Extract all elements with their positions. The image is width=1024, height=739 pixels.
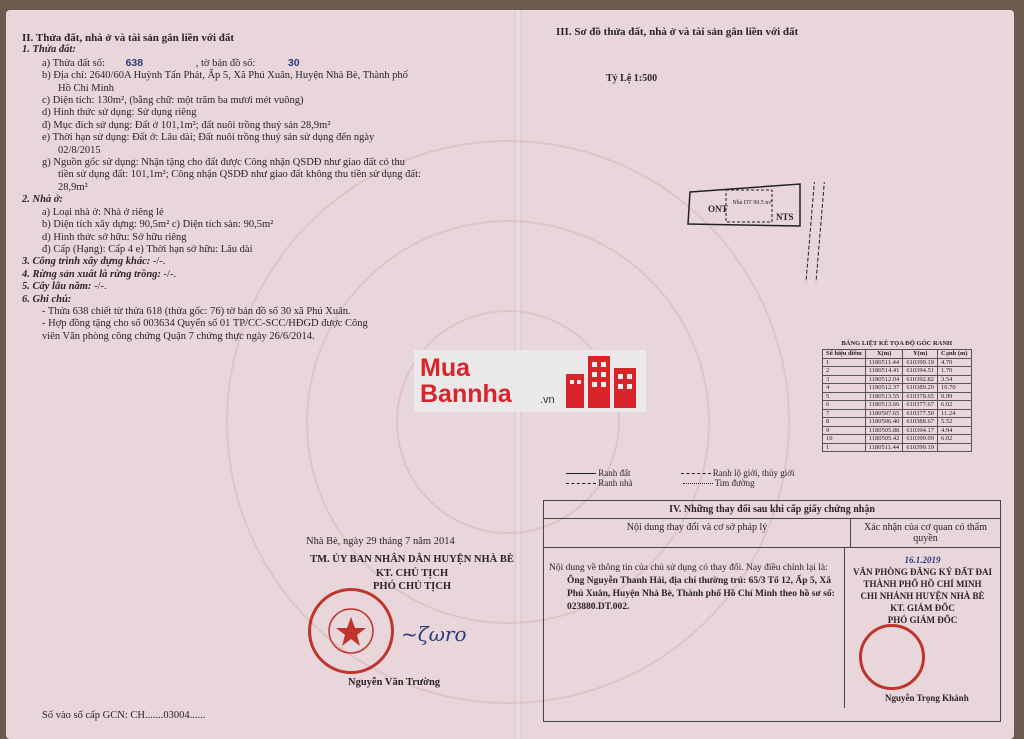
table-cell: 610399.19 [903, 358, 938, 367]
changes-columns [544, 519, 1000, 548]
table-cell: 610392.82 [903, 375, 938, 384]
table-header: Y(m) [903, 350, 938, 359]
legend-item: Tim đường [683, 478, 755, 488]
table-cell: 1 [823, 443, 866, 452]
change-text-2: Ông Nguyễn Thanh Hải, địa chỉ thường trú: 65/3 Tổ 12, Ấp 5, Xã Phú Xuân, Huyện Nhà Bè, Thành phố Hồ Chí Minh theo hồ sơ số: 023880.DT.002. [567, 576, 835, 612]
table-row [823, 401, 972, 410]
map-legend [566, 468, 795, 488]
table-row [823, 443, 972, 452]
table-row [823, 384, 972, 393]
table-cell: 1180513.55 [865, 392, 903, 401]
table-cell: 7 [823, 409, 866, 418]
parcel-plan [684, 182, 844, 307]
table-cell: 3 [823, 375, 866, 384]
table-cell: 610377.50 [903, 409, 938, 418]
signature-left: ~ζωro [401, 622, 467, 646]
table-cell: 2 [823, 367, 866, 376]
change-text-1: Nội dung về thông tin của chủ sử dụng có thay đổi. Nay điều chỉnh lại là: [549, 563, 828, 573]
table-row [823, 367, 972, 376]
table-cell: 4.70 [938, 358, 972, 367]
table-cell: 1180506.40 [865, 418, 903, 427]
section-ii-title: II. Thửa đất, nhà ở và tài sản gắn liền với đất [22, 32, 235, 44]
legend-row-2 [566, 478, 795, 488]
changes-col-2: Xác nhận của cơ quan có thẩm quyền [863, 522, 987, 544]
table-cell: 1 [823, 358, 866, 367]
change-content [544, 548, 845, 708]
use-purpose-line: đ) Mục đích sử dụng: Đất ở 101,1m²; đất nuôi trồng thuỷ sản 28,9m² [42, 119, 331, 131]
left-page [22, 32, 507, 343]
table-cell: 0.99 [938, 392, 972, 401]
coordinate-table [822, 340, 972, 452]
issue-date: Nhà Bè, ngày 29 tháng 7 năm 2014 [306, 536, 455, 547]
table-cell: 6.02 [938, 435, 972, 444]
house-grade-line: đ) Cấp (Hạng): Cấp 4 e) Thời hạn sở hữu: Lâu dài [42, 243, 253, 255]
brand-text-2: Bannha [420, 380, 512, 408]
table-cell: 610399.09 [903, 435, 938, 444]
office-line-1: VĂN PHÒNG ĐĂNG KÝ ĐẤT ĐAI [852, 567, 993, 577]
signer-org: TM. ỦY BAN NHÂN DÂN HUYỆN NHÀ BÈ [310, 554, 514, 565]
signer-role-1: KT. CHỦ TỊCH [375, 568, 449, 579]
change-date: 16.1.2019 [904, 555, 941, 565]
table-row [823, 358, 972, 367]
table-cell: 1180511.44 [865, 443, 903, 452]
table-cell: 1180513.66 [865, 401, 903, 410]
origin-line-2: tiền sử dụng đất: 101,1m²; Công nhận QSDĐ như giao đất không thu tiền sử dụng đất: [58, 169, 421, 181]
table-row [823, 392, 972, 401]
table-cell: 1180507.65 [865, 409, 903, 418]
table-cell: 9 [823, 426, 866, 435]
red-seal-left [308, 588, 394, 674]
use-term-line-2: 02/8/2015 [58, 144, 101, 156]
table-cell: 1180505.88 [865, 426, 903, 435]
table-cell: 8 [823, 418, 866, 427]
table-cell: 11.24 [938, 409, 972, 418]
table-cell: 610399.19 [903, 443, 938, 452]
changes-col-1: Nội dung thay đổi và cơ sở pháp lý [544, 519, 851, 547]
changes-body [544, 548, 1000, 708]
table-cell: 610394.51 [903, 367, 938, 376]
table-cell: 610394.17 [903, 426, 938, 435]
section-4-row: 4. Rừng sản xuất là rừng trồng: -/-. [22, 268, 177, 280]
table-cell: 5 [823, 392, 866, 401]
plan-label-nts: NTS [776, 212, 794, 222]
table-cell [938, 443, 972, 452]
table-body [823, 358, 972, 452]
plan-label-ont: ONT [708, 204, 728, 214]
table-header: Số hiệu điểm [823, 350, 866, 359]
table-cell: 4.94 [938, 426, 972, 435]
office-line-2: THÀNH PHỐ HỒ CHÍ MINH [863, 579, 982, 589]
office-line-3: CHI NHÁNH HUYỆN NHÀ BÈ [860, 591, 985, 601]
table-title: BẢNG LIỆT KÊ TỌA ĐỘ GÓC RANH [841, 340, 953, 347]
table-header: X(m) [865, 350, 903, 359]
table-cell: 4 [823, 384, 866, 393]
note-line-2: - Hợp đồng tặng cho số 003634 Quyển số 01 TP/CC-SCC/HĐGD được Công [42, 318, 368, 330]
seal-emblem-icon [311, 591, 391, 671]
ownership-line: d) Hình thức sở hữu: Sở hữu riêng [42, 231, 187, 243]
office-line-5: PHÓ GIÁM ĐỐC [887, 615, 958, 625]
parcel-number: 638 [125, 56, 144, 69]
road-line [806, 182, 816, 282]
note-line-1: - Thửa 638 chiết từ thửa 618 (thửa gốc: 76) tờ bản đồ số 30 xã Phú Xuân. [42, 305, 351, 317]
changes-title: IV. Những thay đổi sau khi cấp giấy chứng nhận [544, 501, 1000, 519]
legend-item: Ranh lộ giới, thủy giới [681, 468, 795, 478]
right-page [536, 26, 1006, 38]
table-cell: 610388.67 [903, 418, 938, 427]
section-3-row: 3. Công trình xây dựng khác: -/-. [22, 256, 166, 268]
map-scale: Tỷ Lệ 1:500 [606, 73, 658, 84]
officer-name: Nguyễn Trọng Khánh [885, 693, 969, 703]
signer-role-2: PHÓ CHỦ TỊCH [373, 581, 451, 592]
house-area-line: b) Diện tích xây dựng: 90,5m² c) Diện tích sàn: 90,5m² [42, 219, 274, 231]
table-cell: 6 [823, 401, 866, 410]
table-cell: 6.02 [938, 401, 972, 410]
brand-text-3: .vn [540, 394, 555, 406]
section-iii-title: III. Sơ đồ thửa đất, nhà ở và tài sản gắn liền với đất [556, 26, 799, 38]
origin-line: g) Nguồn gốc sử dụng: Nhận tặng cho đất được Công nhận QSDĐ như giao đất có thu [42, 157, 405, 169]
table-row [823, 435, 972, 444]
table-cell: 5.52 [938, 418, 972, 427]
changes-box [543, 500, 1001, 722]
parcel-number-row: a) Thửa đất số: 638 , tờ bản đồ số: 30 [42, 56, 300, 69]
coordinate-grid [822, 349, 972, 452]
section-5-row: 5. Cây lâu năm: -/-. [22, 281, 107, 293]
legend-item: Ranh đất [566, 468, 631, 478]
plan-label-house: Nhà DT 90.5 m² [732, 200, 772, 206]
registry-number: Số vào sổ cấp GCN: CH.......03004...... [42, 710, 206, 721]
section-2-title: 2. Nhà ở: [22, 194, 63, 206]
signer-name: Nguyễn Văn Trường [348, 677, 441, 688]
table-cell: 1180505.42 [865, 435, 903, 444]
table-cell: 10 [823, 435, 866, 444]
watermark-logo [414, 350, 646, 412]
table-cell: 10.70 [938, 384, 972, 393]
change-confirmation [845, 548, 1000, 708]
brand-text-1: Mua [420, 354, 470, 382]
buildings-icon [564, 354, 640, 408]
table-cell: 610378.65 [903, 392, 938, 401]
table-header: Cạnh (m) [938, 350, 972, 359]
table-cell: 1180512.37 [865, 384, 903, 393]
table-cell: 1180514.41 [865, 367, 903, 376]
table-cell: 610377.67 [903, 401, 938, 410]
table-row [823, 418, 972, 427]
legend-item: Ranh nhà [566, 478, 633, 488]
table-row [823, 426, 972, 435]
use-form-line: d) Hình thức sử dụng: Sử dụng riêng [42, 107, 197, 119]
certificate-sheet [6, 10, 1014, 739]
address-line: b) Địa chỉ: 2640/60A Huỳnh Tấn Phát, Ấp 5, Xã Phú Xuân, Huyện Nhà Bè, Thành phố [42, 70, 408, 82]
map-sheet-number: 30 [287, 56, 300, 69]
section-6-title: 6. Ghi chú: [22, 293, 72, 305]
table-cell: 610389.29 [903, 384, 938, 393]
note-line-3: viên Văn phòng công chứng Quận 7 chứng thực ngày 26/6/2014. [42, 330, 315, 342]
address-line-2: Hồ Chí Minh [58, 82, 115, 94]
house-type-line: a) Loại nhà ở: Nhà ở riêng lẻ [42, 206, 164, 218]
table-cell: 1180512.04 [865, 375, 903, 384]
use-term-line: e) Thời hạn sử dụng: Đất ở: Lâu dài; Đất nuôi trồng thuỷ sản sử dụng đến ngày [42, 132, 375, 144]
road-line-2 [816, 182, 826, 282]
table-cell: 1.70 [938, 367, 972, 376]
table-cell: 1180511.44 [865, 358, 903, 367]
table-row [823, 409, 972, 418]
house-boundary [726, 190, 772, 222]
table-row [823, 375, 972, 384]
area-line: c) Diện tích: 130m², (bằng chữ: một trăm ba mươi mét vuông) [42, 95, 304, 107]
section-1-title: 1. Thửa đất: [22, 44, 76, 56]
red-seal-right [859, 624, 925, 690]
office-line-4: KT. GIÁM ĐỐC [890, 603, 955, 613]
legend-row-1 [566, 468, 795, 478]
origin-line-3: 28,9m² [58, 181, 88, 193]
table-cell: 3.54 [938, 375, 972, 384]
